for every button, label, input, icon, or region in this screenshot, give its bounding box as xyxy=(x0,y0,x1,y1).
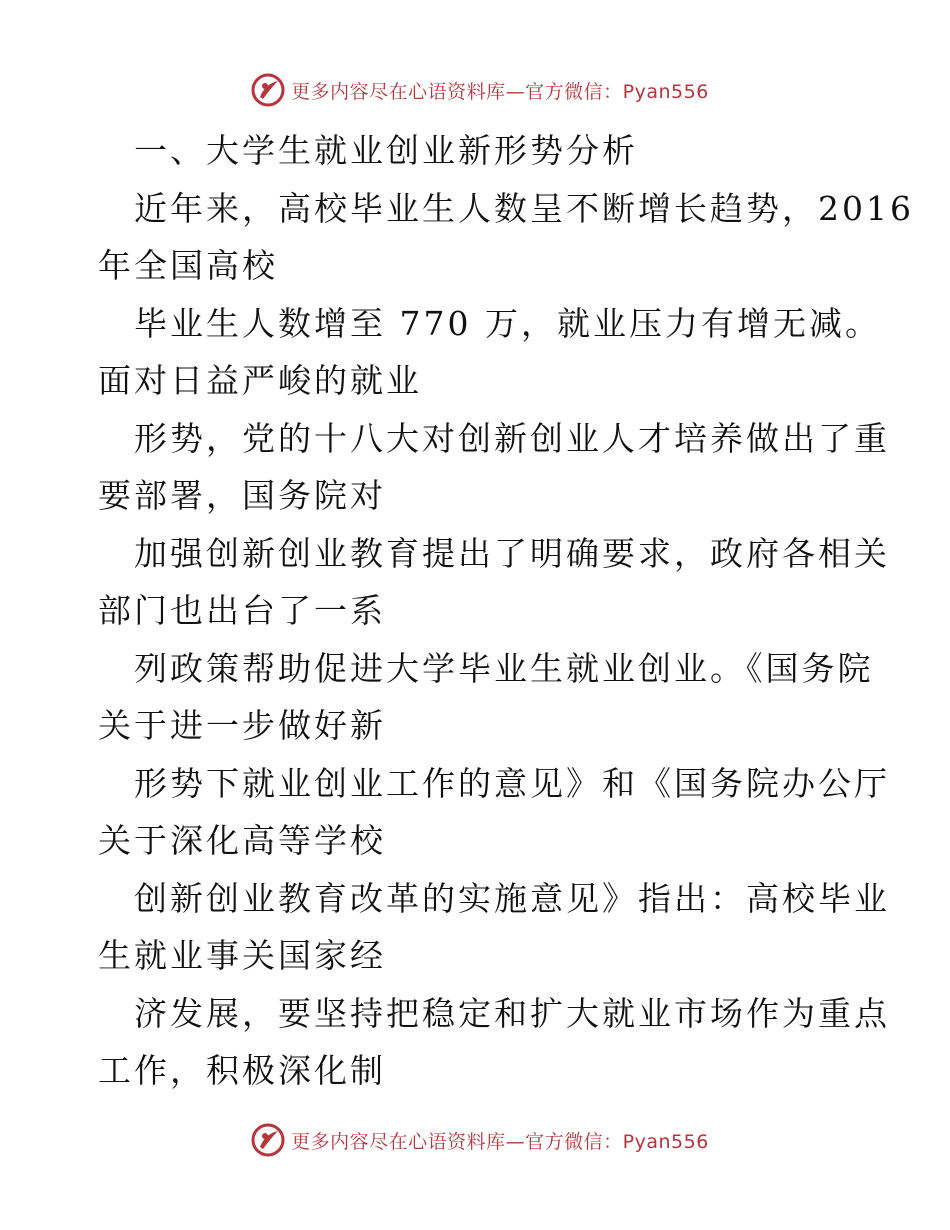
watermark-text: 更多内容尽在心语资料库—官方微信：Pyan556 xyxy=(291,1130,709,1153)
footer-watermark xyxy=(0,1120,950,1160)
text-line: 生就业事关国家经 xyxy=(98,936,386,975)
text-line: 创新创业教育改革的实施意见》指出：高校毕业 xyxy=(134,878,890,918)
text-line: 毕业生人数增至 770 万，就业压力有增无减。 xyxy=(134,303,881,343)
flower-logo-icon xyxy=(251,73,285,107)
flower-logo-icon xyxy=(251,1123,285,1157)
text-line: 近年来，高校毕业生人数呈不断增长趋势，2016 xyxy=(134,188,914,228)
text-line: 加强创新创业教育提出了明确要求，政府各相关 xyxy=(134,533,890,573)
header-watermark xyxy=(0,70,950,110)
text-line: 年全国高校 xyxy=(98,246,278,285)
document-body xyxy=(98,122,914,1100)
text-line: 面对日益严峻的就业 xyxy=(98,361,422,400)
watermark-text: 更多内容尽在心语资料库—官方微信：Pyan556 xyxy=(291,80,709,103)
footer-watermark-inner xyxy=(251,1123,709,1157)
text-line: 要部署，国务院对 xyxy=(98,476,386,515)
text-line: 济发展，要坚持把稳定和扩大就业市场作为重点 xyxy=(134,993,890,1033)
text-line: 形势，党的十八大对创新创业人才培养做出了重 xyxy=(134,418,890,458)
text-line: 列政策帮助促进大学毕业生就业创业。《国务院 xyxy=(134,648,874,688)
section-heading: 一、大学生就业创业新形势分析 xyxy=(134,131,638,170)
text-line: 部门也出台了一系 xyxy=(98,591,386,630)
header-watermark-inner xyxy=(251,73,709,107)
text-line: 关于进一步做好新 xyxy=(98,706,386,745)
text-line: 工作，积极深化制 xyxy=(98,1051,386,1090)
text-line: 形势下就业创业工作的意见》和《国务院办公厅 xyxy=(134,763,890,803)
text-line: 关于深化高等学校 xyxy=(98,821,386,860)
